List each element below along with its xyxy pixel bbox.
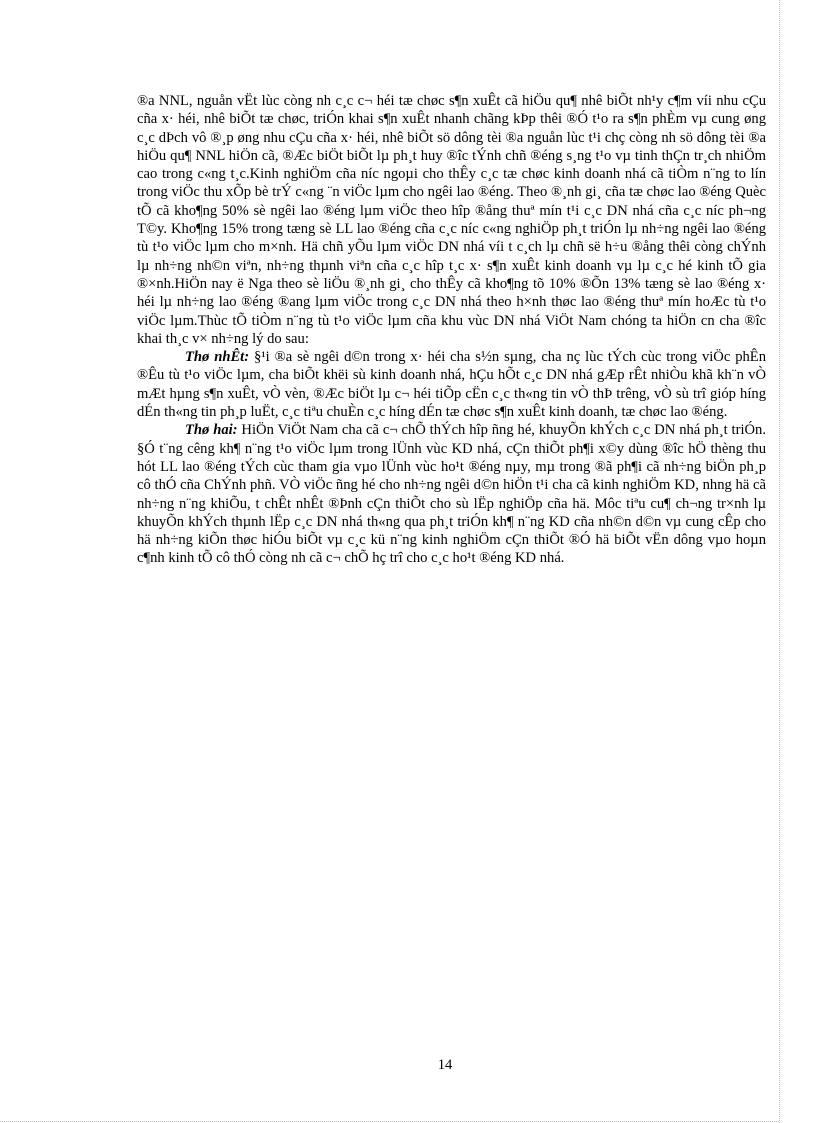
page-number: 14 bbox=[437, 1057, 453, 1073]
second-reason-text: HiÖn ViÖt Nam cha cã c¬ chÕ thÝch hîp ñng hé, khuyÕn khÝch c¸c DN nhá ph¸t triÓn. §Ó t¨ng cêng kh¶ n¨ng t¹o viÖc lµm trong lÜnh vùc KD nhá, cÇn thiÕt ph¶i x©y dùng ®îc hÖ thèng thu hót LL lao ®éng tÝch cùc tham gia vµo lÜnh vùc ho¹t ®éng nµy, mµ trong ®ã ph¶i cã nh÷ng biÖn ph¸p cô thÓ cña ChÝnh phñ. VÒ viÖc ñng hé cho nh÷ng ngêi d©n hiÖn t¹i cha cã kinh nghiÖm KD, nhng hä cã nh÷ng n¨ng khiÕu, t chÊt nhÊt ®Þnh cÇn thiÕt cho sù lËp nghiÖp cña hä. Môc tiªu cu¶ ch¬ng tr×nh lµ khuyÕn khÝch thµnh lËp c¸c DN nhá th«ng qua ph¸t triÓn kh¶ n¨ng KD cña nh©n d©n vµ cung cÊp cho hä nh÷ng kiÕn thøc hiÓu biÕt vµ c¸c kü n¨ng kinh nghiÖm cÇn thiÕt ®Ó hä biÕt vËn dông vµo hoµn c¶nh kinh tÕ cô thÓ còng nh cã c¬ chÕ hç trî cho c¸c ho¹t ®éng KD nhá. bbox=[137, 422, 766, 567]
page-margin-rule-right bbox=[779, 0, 781, 1123]
paragraph-intro: ®a NNL, nguån vËt lùc còng nh c¸c c¬ héi tæ chøc s¶n xuÊt cã hiÖu qu¶ nhê biÕt nh¹y c¶m víi nhu cÇu cña x· héi, nhê biÕt tæ chøc, triÓn khai s¶n xuÊt nhanh chãng kÞp thêi ®Ó t¹o ra s¶n phÈm vµ cung øng c¸c dÞch vô ®¸p øng nhu cÇu cña x· héi, nhê biÕt sö dông tèi ®a nguån lùc t¹i chç còng nh sö dông tèi ®a hiÖu qu¶ NNL hiÖn cã, ®Æc biÖt biÕt lµ ph¸t huy ®îc tÝnh chñ ®éng s¸ng t¹o vµ tinh thÇn tr¸ch nhiÖm cao trong c«ng t¸c.Kinh nghiÖm cña níc ngoµi cho thÊy c¸c tæ chøc kinh doanh nhá cã tiÒm n¨ng to lín trong viÖc thu xÕp bè trÝ c«ng ¨n viÖc lµm cho ngêi lao ®éng. Theo ®¸nh gi¸ cña tæ chøc lao ®éng Quèc tÕ cã kho¶ng 50% sè ngêi lao ®éng lµm viÖc theo hîp ®ång thuª mín t¹i c¸c DN nhá cña c¸c níc ph¬ng T©y. Kho¶ng 15% trong tæng sè LL lao ®éng cña c¸c níc c«ng nghiÖp ph¸t triÓn lµ nh÷ng ngêi lao ®éng tù t¹o viÖc lµm cho m×nh. Hä chñ yÕu lµm viÖc DN nhá víi t c¸ch lµ chñ së h÷u ®ång thêi còng chÝnh lµ nh÷ng nh©n viªn, nh÷ng thµnh viªn cña c¸c hîp t¸c x· s¶n xuÊt kinh doanh vµ lµ c¸c hé kinh tÕ gia ®×nh.HiÖn nay ë Nga theo sè liÖu ®¸nh gi¸ cho thÊy cã kho¶ng tõ 10% ®Õn 13% tæng sè lao ®éng x· héi lµ nh÷ng lao ®éng ®ang lµm viÖc trong c¸c DN nhá theo h×nh thøc lao ®éng thuª mín hoÆc tù t¹o viÖc lµm.Thùc tÕ tiÒm n¨ng tù t¹o viÖc lµm cña khu vùc DN nhá ViÖt Nam chóng ta hiÖn cn cha ®îc khai th¸c v× nh÷ng lý do sau: bbox=[137, 93, 766, 347]
paragraph-second-reason bbox=[137, 421, 766, 567]
paragraph-first-reason bbox=[137, 348, 766, 421]
second-reason-label: Thø hai: bbox=[185, 422, 238, 439]
first-reason-label: Thø nhÊt: bbox=[185, 349, 250, 366]
first-reason-text: §¹i ®a sè ngêi d©n trong x· héi cha s½n sµng, cha nç lùc tÝch cùc trong viÖc phÊn ®Êu tù t¹o viÖc lµm, cha biÕt khëi sù kinh doanh nhá, hÇu hÕt c¸c DN nhá gÆp rÊt nhiÒu khã kh¨n vÒ mÆt hµng s¶n xuÊt, vÒ vèn, ®Æc biÖt lµ c¬ héi tiÕp cËn c¸c th«ng tin vÒ thÞ trêng, vÒ sù trî gióp híng dÉn th«ng tin ph¸p luËt, c¸c tiªu chuÈn c¸c híng dÉn tæ chøc s¶n xuÊt kinh doanh, tæ chøc lao ®éng. bbox=[137, 349, 767, 421]
body-text bbox=[137, 92, 766, 568]
